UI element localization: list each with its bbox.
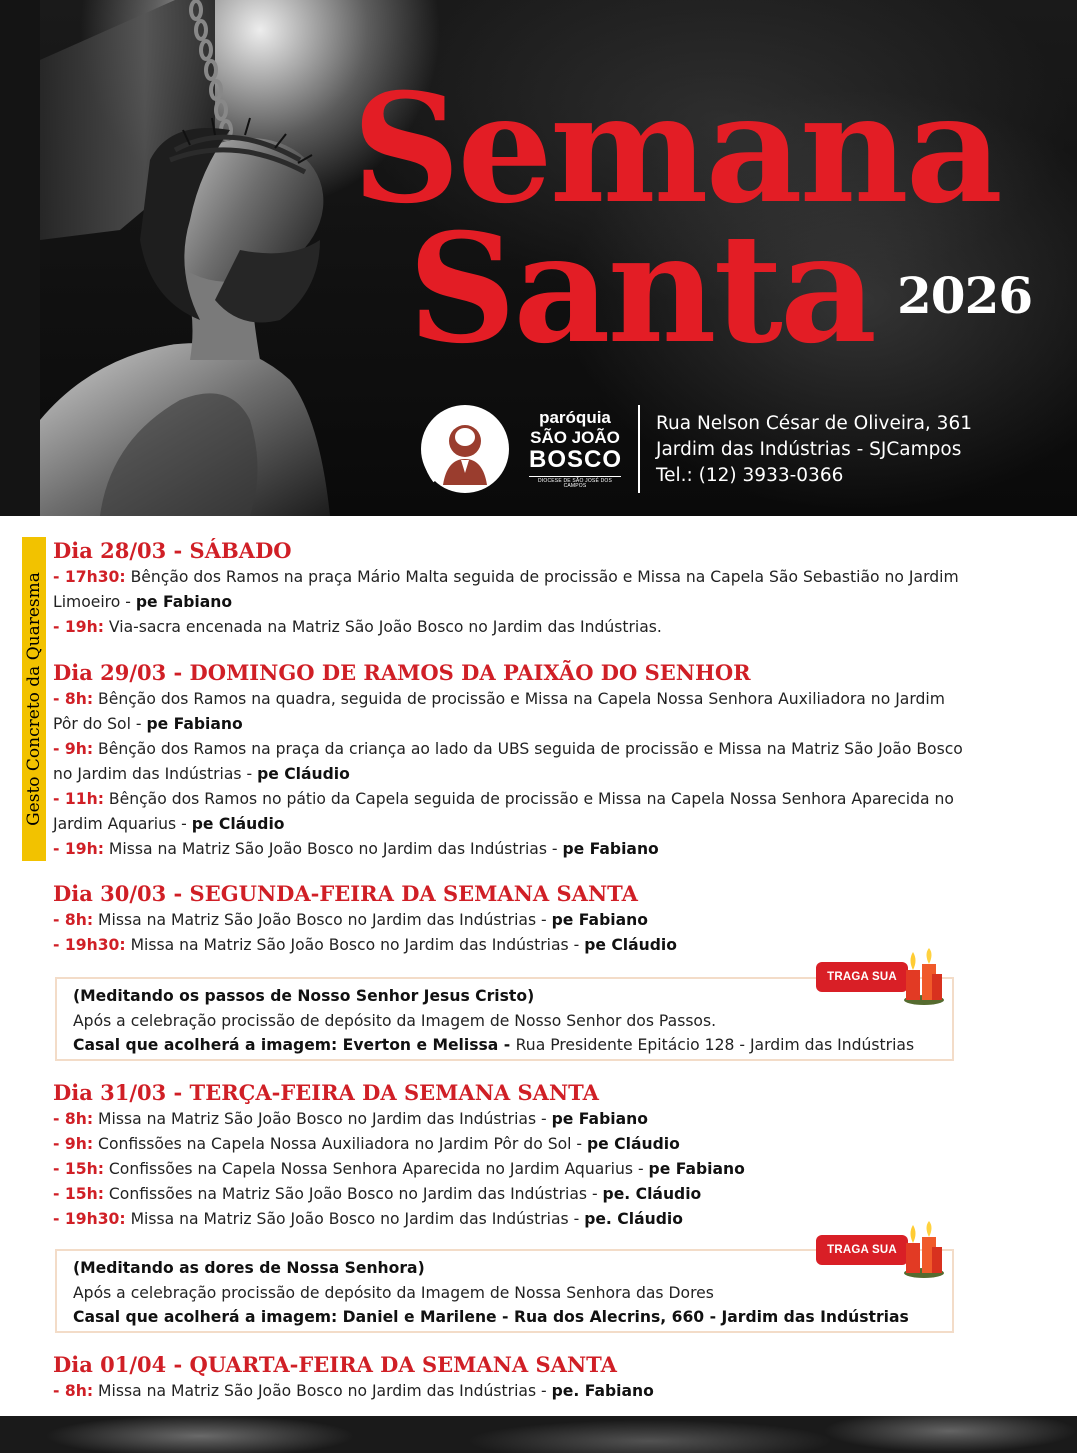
day-section <box>53 1351 654 1404</box>
title-santa: Santa <box>408 201 875 377</box>
box-heading: (Meditando as dores de Nossa Senhora) <box>73 1259 425 1277</box>
hero-banner <box>0 0 1077 516</box>
box-host: Casal que acolherá a imagem: Everton e Melissa - Rua Presidente Epitácio 128 - Jardim das Indústrias <box>73 1036 915 1054</box>
schedule-line: Pôr do Sol - pe Fabiano <box>53 715 243 733</box>
parish-logo-portrait <box>417 403 517 495</box>
bottom-cloud-strip <box>0 1416 1077 1453</box>
schedule-line: - 11h: Bênção dos Ramos no pátio da Capela seguida de procissão e Missa na Capela Nossa Senhora Aparecida no <box>53 790 954 808</box>
address-phone: Tel.: (12) 3933-0366 <box>656 465 844 486</box>
logo-line-diocese: DIOCESE DE SÃO JOSÉ DOS CAMPOS <box>529 476 621 489</box>
schedule-line: - 17h30: Bênção dos Ramos na praça Mário Malta seguida de procissão e Missa na Capela São Sebastião no Jardim <box>53 568 959 586</box>
schedule-line: - 8h: Missa na Matriz São João Bosco no Jardim das Indústrias - pe Fabiano <box>53 911 648 929</box>
address-street: Rua Nelson César de Oliveira, 361 <box>656 413 972 434</box>
candle-icon <box>902 948 946 1006</box>
day-title: Dia 01/04 - QUARTA-FEIRA DA SEMANA SANTA <box>53 1352 617 1377</box>
schedule-line: no Jardim das Indústrias - pe Cláudio <box>53 765 350 783</box>
bring-candle-label: TRAGA SUA VELA <box>816 1235 908 1265</box>
day-title: Dia 28/03 - SÁBADO <box>53 538 292 563</box>
header-divider <box>638 405 640 493</box>
schedule-line: - 15h: Confissões na Capela Nossa Senhora Aparecida no Jardim Aquarius - pe Fabiano <box>53 1160 745 1178</box>
logo-line-sao-joao: SÃO JOÃO <box>530 428 620 447</box>
logo-line-paroquia: paróquia <box>539 408 611 427</box>
schedule-line: - 19h30: Missa na Matriz São João Bosco no Jardim das Indústrias - pe Cláudio <box>53 936 677 954</box>
year-label: 2026 <box>897 266 1033 325</box>
address-district: Jardim das Indústrias - SJCampos <box>656 439 962 460</box>
schedule-line: - 19h: Via-sacra encenada na Matriz São João Bosco no Jardim das Indústrias. <box>53 618 662 636</box>
candle-icon <box>902 1221 946 1279</box>
day-section <box>53 880 677 958</box>
day-title: Dia 30/03 - SEGUNDA-FEIRA DA SEMANA SANTA <box>53 881 638 906</box>
bring-candle-badge <box>816 948 946 1013</box>
day-section <box>53 1079 745 1232</box>
box-host: Casal que acolherá a imagem: Daniel e Marilene - Rua dos Alecrins, 660 - Jardim das Indústrias <box>73 1308 909 1326</box>
day-title: Dia 29/03 - DOMINGO DE RAMOS DA PAIXÃO DO SENHOR <box>53 660 751 685</box>
sidebar-tab <box>22 537 46 861</box>
schedule-line: - 9h: Bênção dos Ramos na praça da criança ao lado da UBS seguida de procissão e Missa na Matriz São João Bosco <box>53 740 963 758</box>
box-text: Após a celebração procissão de depósito da Imagem de Nosso Senhor dos Passos. <box>73 1011 717 1030</box>
bring-candle-badge <box>816 1221 946 1286</box>
bring-candle-label: TRAGA SUA VELA <box>816 962 908 992</box>
parish-logo <box>417 403 627 495</box>
address-block <box>656 411 972 489</box>
schedule-line: - 8h: Missa na Matriz São João Bosco no Jardim das Indústrias - pe Fabiano <box>53 1110 648 1128</box>
day-section <box>53 537 959 640</box>
sidebar-label: Gesto Concreto da Quaresma <box>24 572 44 826</box>
box-heading: (Meditando os passos de Nosso Senhor Jesus Cristo) <box>73 987 535 1005</box>
title-semana: Semana <box>352 61 1000 237</box>
schedule-line: - 19h: Missa na Matriz São João Bosco no Jardim das Indústrias - pe Fabiano <box>53 840 659 858</box>
day-title: Dia 31/03 - TERÇA-FEIRA DA SEMANA SANTA <box>53 1080 599 1105</box>
schedule-line: - 19h30: Missa na Matriz São João Bosco no Jardim das Indústrias - pe. Cláudio <box>53 1210 683 1228</box>
schedule-line: Jardim Aquarius - pe Cláudio <box>53 815 285 833</box>
schedule-line: - 15h: Confissões na Matriz São João Bosco no Jardim das Indústrias - pe. Cláudio <box>53 1185 702 1203</box>
schedule-line: - 9h: Confissões na Capela Nossa Auxiliadora no Jardim Pôr do Sol - pe Cláudio <box>53 1135 680 1153</box>
box-text: Após a celebração procissão de depósito da Imagem de Nossa Senhora das Dores <box>73 1283 714 1302</box>
schedule-line: - 8h: Bênção dos Ramos na quadra, seguida de procissão e Missa na Capela Nossa Senhora Auxiliadora no Jardim <box>53 690 945 708</box>
schedule-line: Limoeiro - pe Fabiano <box>53 593 233 611</box>
logo-line-bosco: BOSCO <box>529 446 623 473</box>
day-section <box>53 659 963 862</box>
parish-logo-text <box>529 409 621 489</box>
schedule-line: - 8h: Missa na Matriz São João Bosco no Jardim das Indústrias - pe. Fabiano <box>53 1382 654 1400</box>
